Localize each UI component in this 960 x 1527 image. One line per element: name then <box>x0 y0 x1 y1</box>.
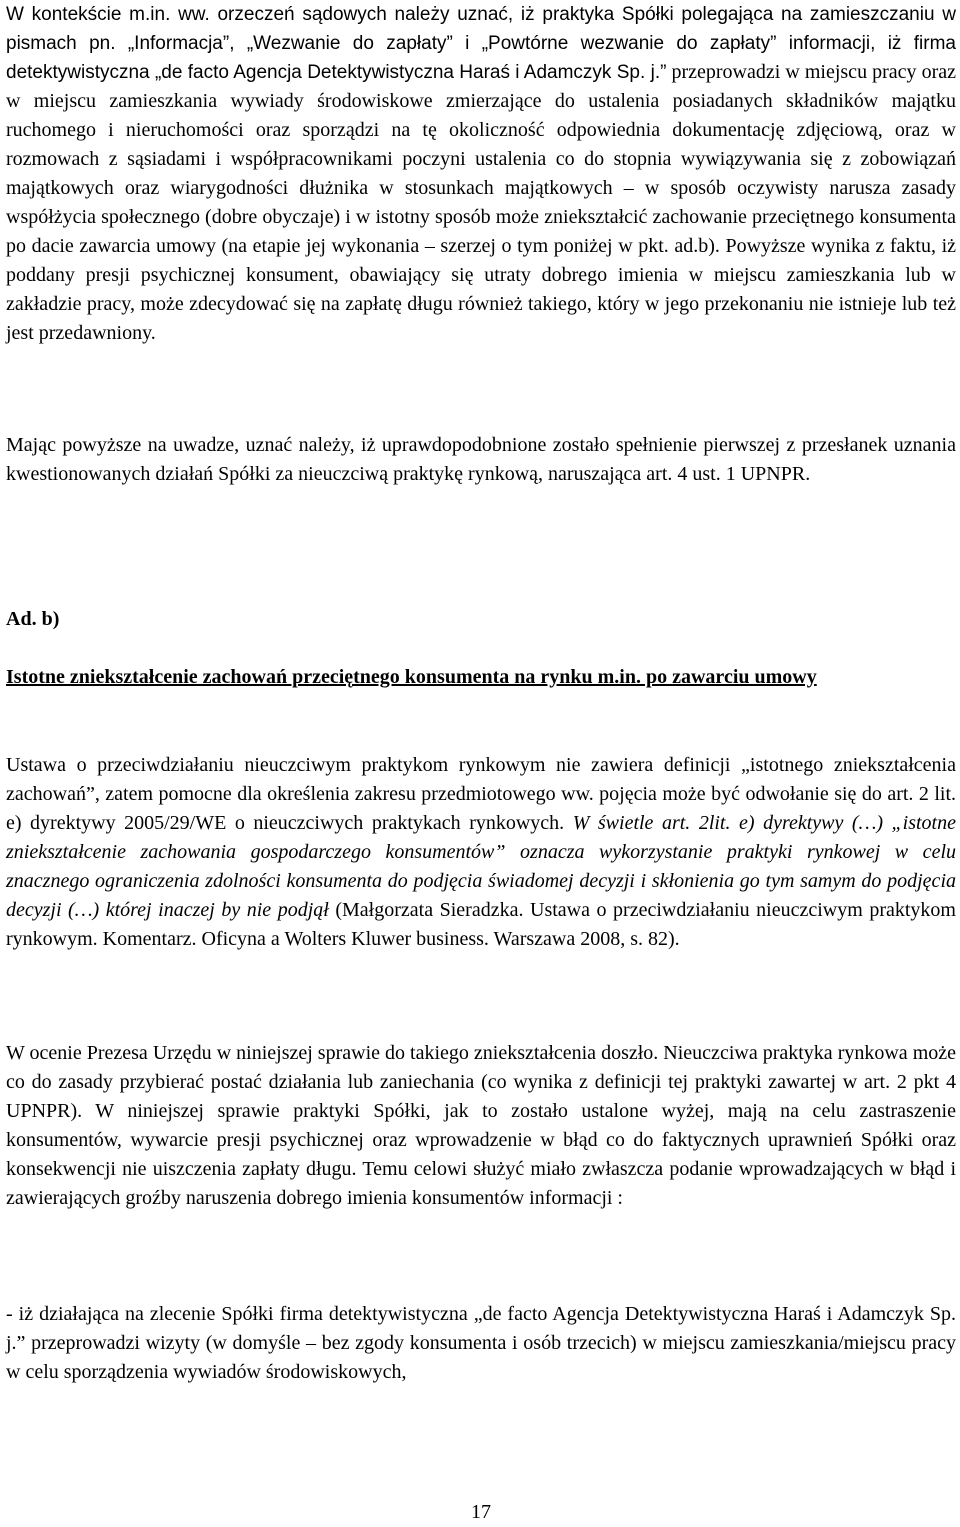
paragraph-5: - iż działająca na zlecenie Spółki firma detektywistyczna „de facto Agencja Detektywistyczna Haraś i Adamczyk Sp. j.” przeprowadzi wizyty (w domyśle – bez zgody konsumenta i osób trzecich) w miejscu zamieszkania/miejscu pracy w celu sporządzenia wywiadów środowiskowych, <box>6 1303 956 1383</box>
paragraph-1-serif-text: przeprowadzi w miejscu pracy oraz w miejscu zamieszkania wywiady środowiskowe zmierzające do ustalenia posiadanych składników majątku ruchomego i nieruchomości oraz sporządzi na tę okoliczność odpowiednia dokumentację zdjęciową, oraz w rozmowach z sąsiadami i współpracownikami poczyni ustalenia co do stopnia wywiązywania się z zobowiązań majątkowych oraz wiarygodności dłużnika w stosunkach majątkowych – w sposób oczywisty narusza zasady współżycia społecznego (dobre obyczaje) i w istotny sposób może zniekształcić zachowanie przeciętnego konsumenta po dacie zawarcia umowy (na etapie jej wykonania – szerzej o tym poniżej w pkt. ad.b). Powyższe wynika z faktu, iż poddany presji psychicznej konsument, obawiający się utraty dobrego imienia w miejscu zamieszkania lub w zakładzie pracy, może zdecydować się na zapłatę długu również takiego, który w jego przekonaniu nie istnieje lub też jest przedawniony. <box>6 61 956 344</box>
paragraph-3-text: Ustawa o przeciwdziałaniu nieuczciwym praktykom rynkowym nie zawiera definicji „istotnego zniekształcenia zachowań”, zatem pomocne dla określenia zakresu przedmiotowego ww. pojęcia może być odwołanie się do art. 2 lit. e) dyrektywy 2005/29/WE o nieuczciwych praktykach rynkowych. <box>6 754 956 834</box>
paragraph-1 <box>6 0 956 348</box>
page-number: 17 <box>471 1501 491 1523</box>
paragraph-3-citation: (Małgorzata Sieradzka. Ustawa o przeciwdziałaniu nieuczciwym praktykom rynkowym. Komentarz. Oficyna a Wolters Kluwer business. Warszawa 2008, s. 82). <box>6 899 956 950</box>
paragraph-2: Mając powyższe na uwadze, uznać należy, iż uprawdopodobnione zostało spełnienie pierwszej z przesłanek uznania kwestionowanych działań Spółki za nieuczciwą praktykę rynkową, naruszająca art. 4 ust. 1 UPNPR. <box>6 434 956 485</box>
section-title: Istotne zniekształcenie zachowań przeciętnego konsumenta na rynku m.in. po zawarciu umowy <box>6 666 817 688</box>
paragraph-4: W ocenie Prezesa Urzędu w niniejszej sprawie do takiego zniekształcenia doszło. Nieuczciwa praktyka rynkowa może co do zasady przybierać postać działania lub zaniechania (co wynika z definicji tej praktyki zawartej w art. 2 pkt 4 UPNPR). W niniejszej sprawie praktyki Spółki, jak to zostało ustalone wyżej, mają na celu zastraszenie konsumentów, wywarcie presji psychicznej oraz wprowadzenie w błąd co do faktycznych uprawnień Spółki oraz konsekwencji nie uiszczenia zapłaty długu. Temu celowi służyć miało zwłaszcza podanie wprowadzających w błąd i zawierających groźby naruszenia dobrego imienia konsumentów informacji : <box>6 1042 956 1209</box>
paragraph-3-quote: W świetle art. 2lit. e) dyrektywy (…) „istotne zniekształcenie zachowania gospodarczego konsumentów” oznacza wykorzystanie praktyki rynkowej w celu znacznego ograniczenia zdolności konsumenta do podjęcia świadomej decyzji i skłonienia go tym samym do podjęcia decyzji (…) której inaczej by nie podjął <box>6 812 956 921</box>
section-heading-ad-b: Ad. b) <box>6 608 60 630</box>
paragraph-3 <box>6 751 956 954</box>
paragraph-1-sans-text: W kontekście m.in. ww. orzeczeń sądowych należy uznać, iż praktyka Spółki polegająca na zamieszczaniu w pismach pn. „Informacja”, „Wezwanie do zapłaty” i „Powtórne wezwanie do zapłaty” informacji, iż firma detektywistyczna „de facto Agencja Detektywistyczna Haraś i Adamczyk Sp. j.” <box>6 4 956 83</box>
